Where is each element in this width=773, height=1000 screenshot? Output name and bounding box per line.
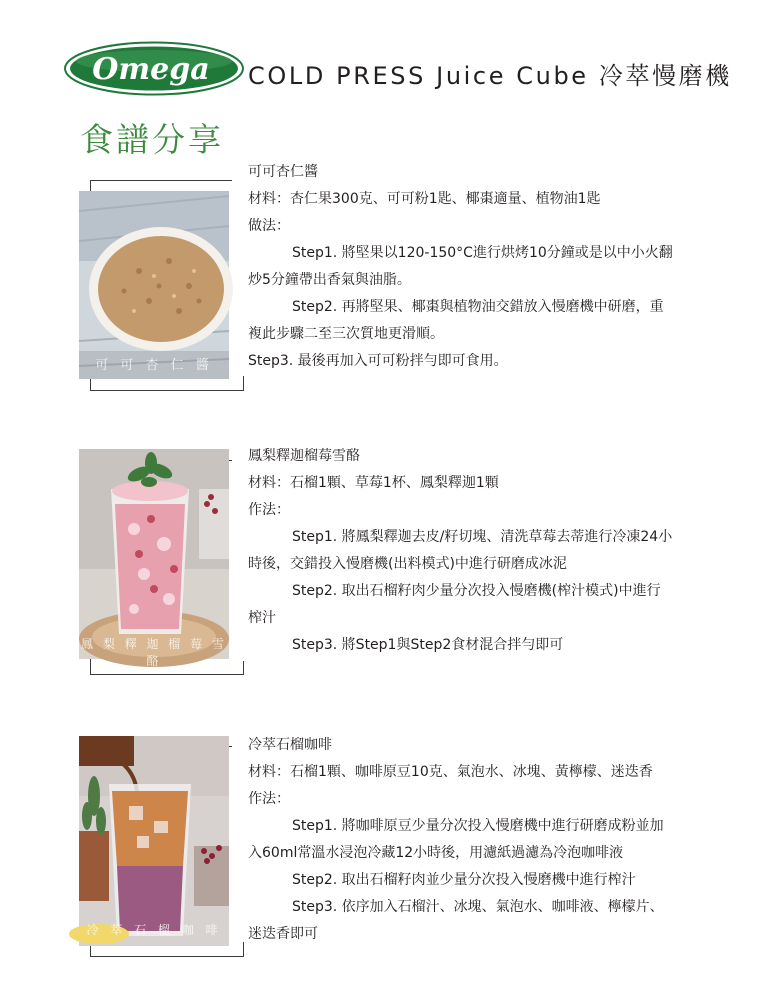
recipe-name: 冷萃石榴咖啡 bbox=[248, 737, 332, 753]
recipe-photo-almond-spread bbox=[79, 191, 229, 379]
section-title: 食譜分享 bbox=[80, 120, 224, 159]
recipe-step: Step1. 將咖啡原豆少量分次投入慢磨機中進行研磨成粉並加 bbox=[292, 818, 664, 834]
recipe-name: 鳳梨釋迦榴莓雪酪 bbox=[248, 448, 360, 464]
recipe-step: Step2. 再將堅果、椰棗與植物油交錯放入慢磨機中研磨，重 bbox=[292, 299, 664, 315]
recipe-method-label: 作法： bbox=[248, 502, 290, 518]
page-header-title: COLD PRESS Juice Cube 冷萃慢磨機 bbox=[248, 62, 732, 90]
recipe-ingredients: 材料：石榴1顆、咖啡原豆10克、氣泡水、冰塊、黃檸檬、迷迭香 bbox=[248, 764, 653, 780]
recipe-ingredients: 材料：杏仁果300克、可可粉1匙、椰棗適量、植物油1匙 bbox=[248, 191, 601, 207]
recipe-step: Step3. 依序加入石榴汁、冰塊、氣泡水、咖啡液、檸檬片、 bbox=[292, 899, 664, 915]
recipe-step: 複此步驟二至三次質地更滑順。 bbox=[248, 326, 444, 342]
recipe-step: Step2. 取出石榴籽肉少量分次投入慢磨機(榨汁模式)中進行 bbox=[292, 583, 661, 599]
recipe-photo-sorbet bbox=[79, 449, 229, 668]
recipe-method-label: 作法： bbox=[248, 791, 290, 807]
omega-logo bbox=[63, 40, 245, 97]
photo-caption: 可 可 杏 仁 醬 bbox=[95, 358, 213, 373]
recipe-step: 入60ml常溫水浸泡冷藏12小時後，用濾紙過濾為冷泡咖啡液 bbox=[248, 845, 624, 861]
photo-caption: 冷 萃 石 榴 咖 啡 bbox=[86, 923, 222, 937]
recipe-step: Step3. 將Step1與Step2食材混合拌勻即可 bbox=[292, 637, 564, 653]
brand-wordmark: Omega bbox=[92, 52, 210, 87]
recipe-name: 可可杏仁醬 bbox=[248, 164, 318, 180]
recipe-step: 時後，交錯投入慢磨機(出料模式)中進行研磨成冰泥 bbox=[248, 556, 567, 572]
photo-caption: 鳳 梨 釋 迦 榴 莓 雪 酪 bbox=[81, 637, 227, 668]
recipe-step: 迷迭香即可 bbox=[248, 926, 318, 942]
recipe-step: Step1. 將鳳梨釋迦去皮/籽切塊、清洗草莓去蒂進行冷凍24小 bbox=[292, 529, 673, 545]
recipe-step: 榨汁 bbox=[248, 610, 276, 626]
recipe-step: Step1. 將堅果以120-150°C進行烘烤10分鐘或是以中小火翻 bbox=[292, 245, 673, 261]
recipe-step: Step3. 最後再加入可可粉拌勻即可食用。 bbox=[248, 353, 508, 369]
recipe-step: 炒5分鐘帶出香氣與油脂。 bbox=[248, 272, 411, 288]
recipe-step: Step2. 取出石榴籽肉並少量分次投入慢磨機中進行榨汁 bbox=[292, 872, 636, 888]
recipe-photo-pomegranate-coffee bbox=[79, 736, 229, 946]
recipe-method-label: 做法： bbox=[248, 218, 290, 234]
recipe-ingredients: 材料：石榴1顆、草莓1杯、鳳梨釋迦1顆 bbox=[248, 475, 499, 491]
